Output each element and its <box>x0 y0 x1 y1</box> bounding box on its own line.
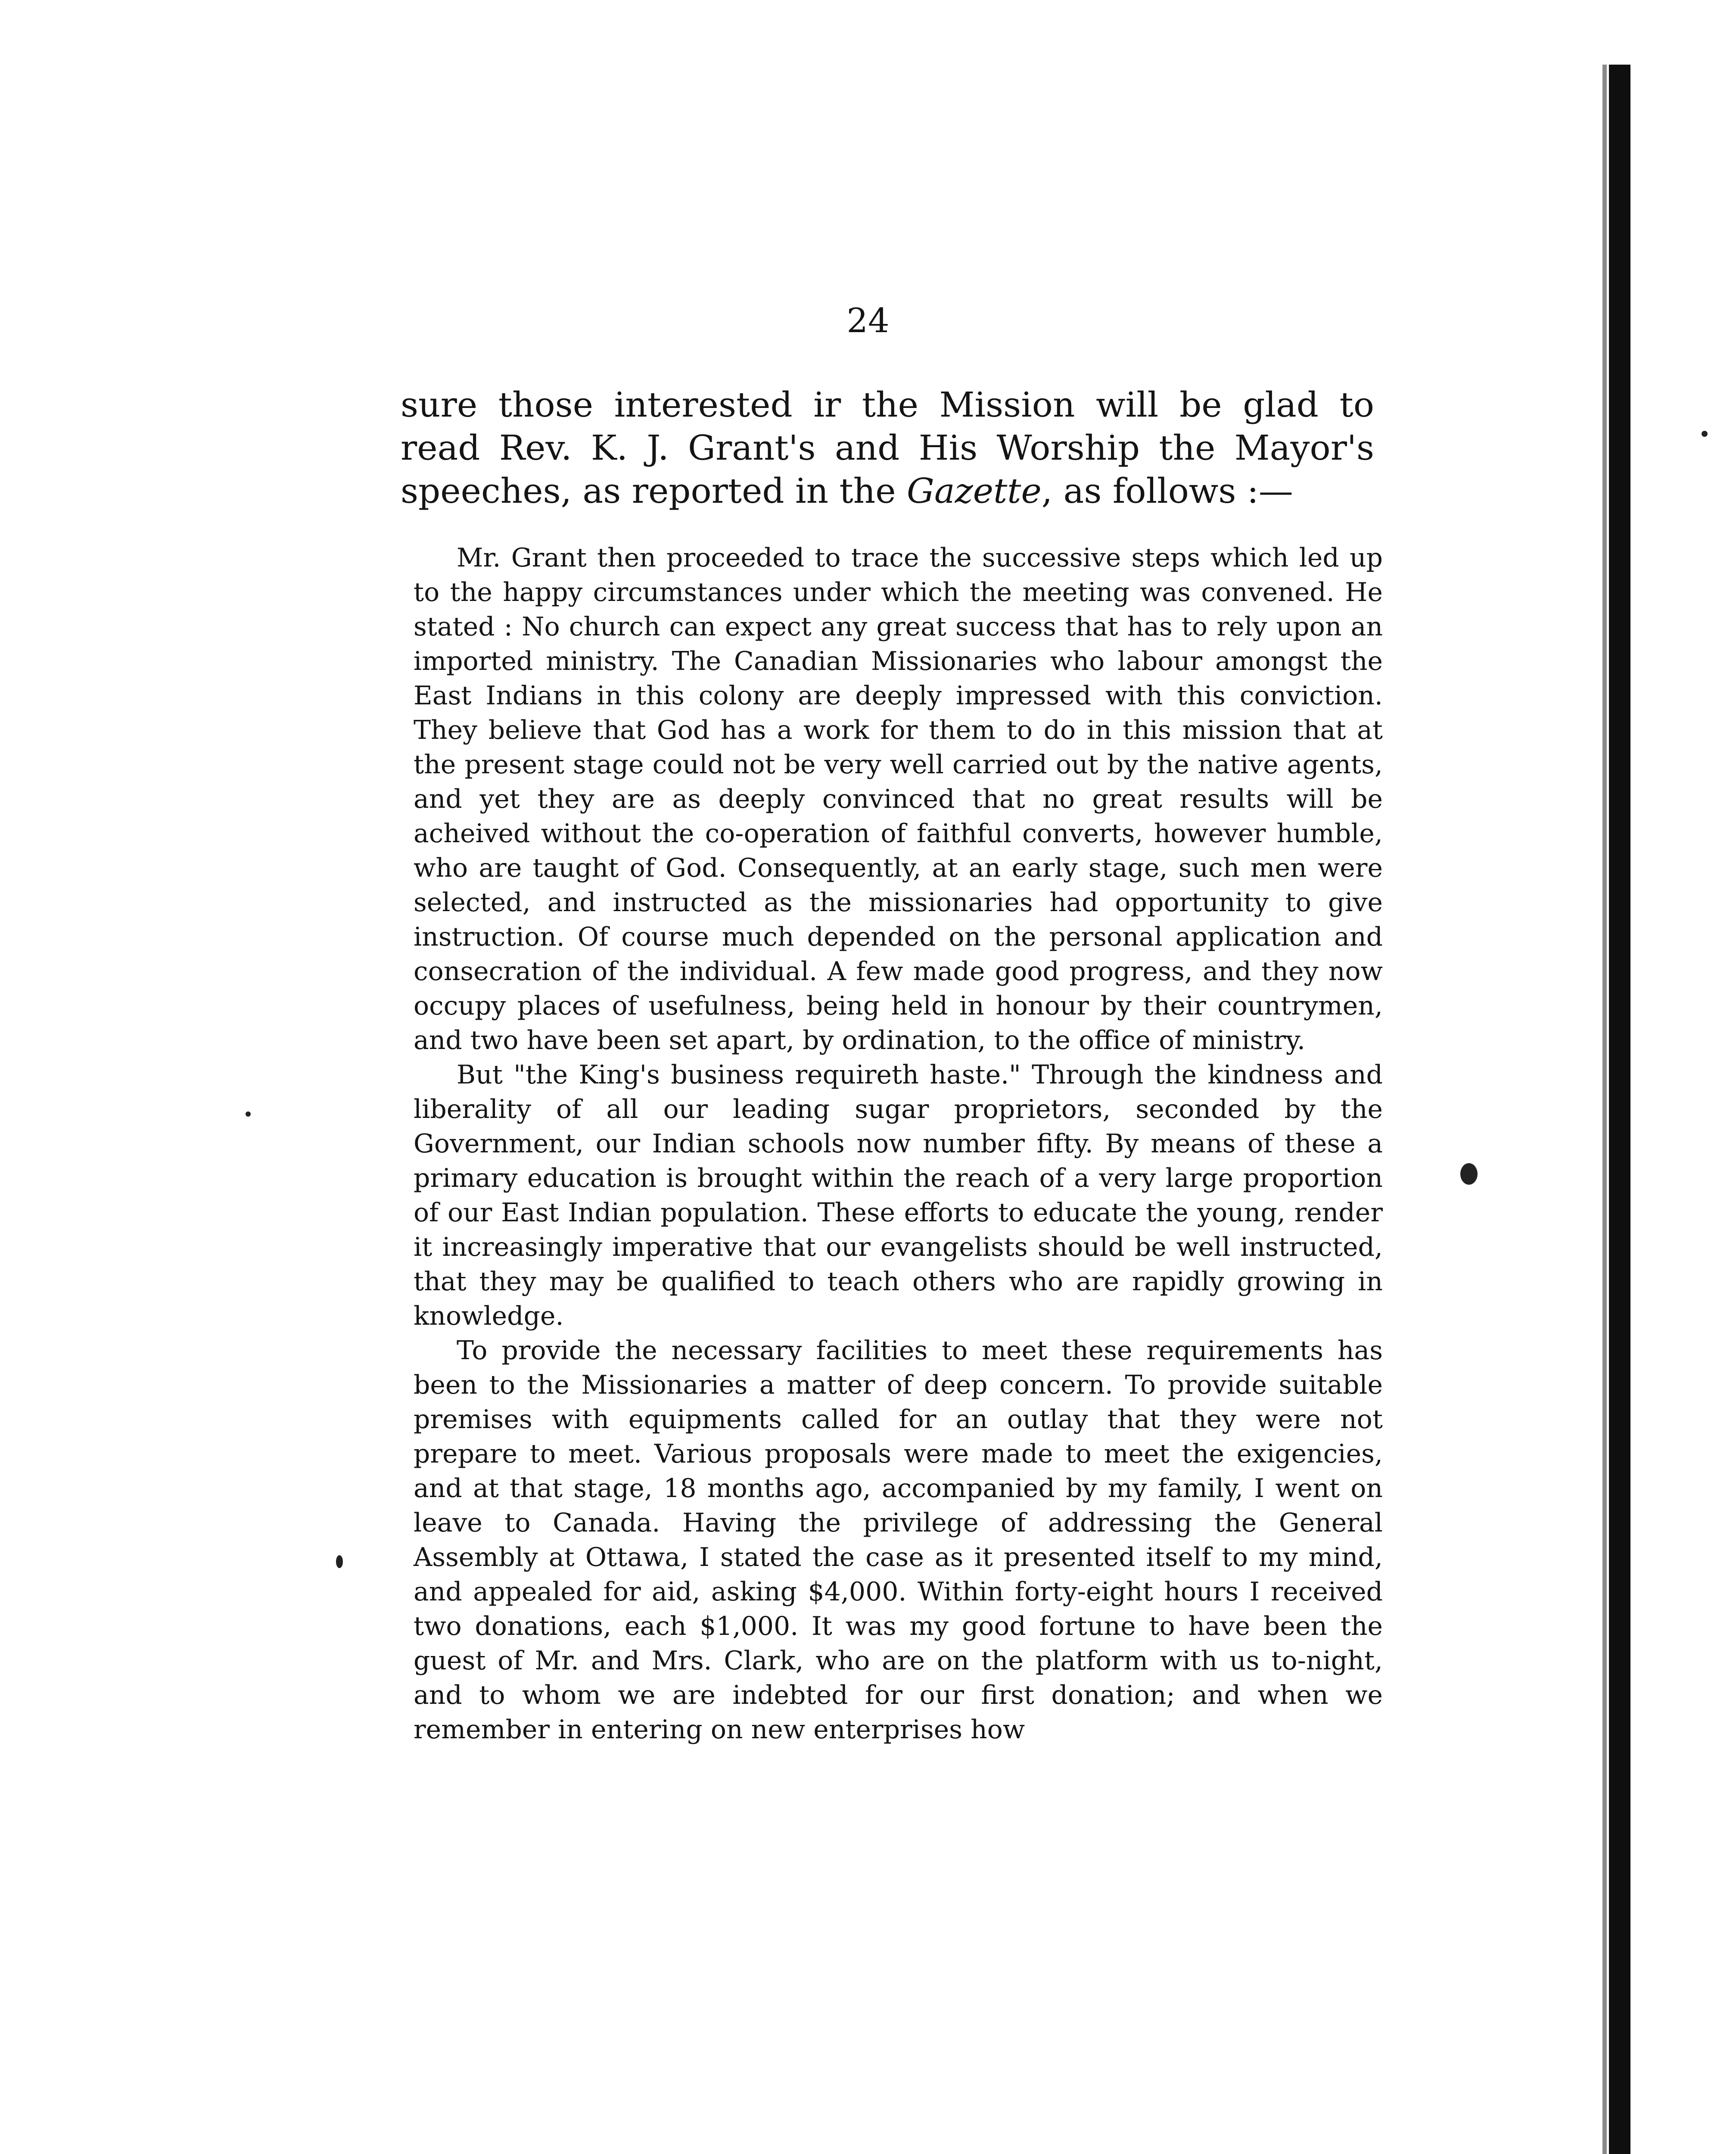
intro-text-end: , as follows :— <box>1041 471 1293 511</box>
speech-paragraph: But "the King's business requireth haste." Through the kindness and liberality of all our leading sugar proprietors, seconded by the Government, our Indian schools now number fifty. By means of these a primary education is brought within the reach of a very large proportion of our East Indian population. These efforts to educate the young, render it increasingly imperative that our evangelists should be well instructed, that they may be qualified to teach others who are rapidly growing in knowledge. <box>414 1060 1383 1331</box>
speech-paragraph: Mr. Grant then proceeded to trace the successive steps which led up to the happy circumstances under which the meeting was convened. He stated : No church can expect any great success that has to rely upon an imported ministry. The Canadian Missionaries who labour amongst the East Indians in this colony are deeply impressed with this conviction. They believe that God has a work for them to do in this mission that at the present stage could not be very well carried out by the native agents, and yet they are as deeply convinced that no great results will be acheived without the co-operation of faithful converts, however humble, who are taught of God. Consequently, at an early stage, such men were selected, and instructed as the missionaries had opportunity to give instruction. Of course much depended on the personal application and consecration of the individual. A few made good progress, and they now occupy places of usefulness, being held in honour by their countrymen, and two have been set apart, by ordination, to the office of ministry. <box>414 543 1383 1055</box>
scan-speck <box>1460 1163 1478 1185</box>
binding-edge-shadow <box>1602 65 1607 2154</box>
speech-paragraph: To provide the necessary facilities to meet these requirements has been to the Missionaries a matter of deep concern. To provide suitable premises with equipments called for an outlay that they were not prepare to meet. Various proposals were made to meet the exigencies, and at that stage, 18 months ago, accompanied by my family, I went on leave to Canada. Having the privilege of addressing the General Assembly at Ottawa, I stated the case as it presented itself to my mind, and appealed for aid, asking $4,000. Within forty-eight hours I received two donations, each $1,000. It was my good fortune to have been the guest of Mr. and Mrs. Clark, who are on the platform with us to-night, and to whom we are indebted for our first donation; and when we remember in entering on new enterprises how <box>414 1335 1383 1745</box>
gazette-title: Gazette <box>907 471 1042 511</box>
speech-body <box>414 541 1383 1747</box>
intro-paragraph <box>401 383 1374 513</box>
scan-speck <box>246 1111 251 1117</box>
scan-speck <box>336 1555 343 1568</box>
intro-text-start: sure those interested ir the Mission will be glad to read Rev. K. J. Grant's and His Worship the Mayor's speeches, as reported in the <box>401 385 1374 511</box>
scan-speck <box>1702 431 1708 437</box>
binding-edge <box>1609 65 1630 2154</box>
page-number: 24 <box>846 302 890 340</box>
